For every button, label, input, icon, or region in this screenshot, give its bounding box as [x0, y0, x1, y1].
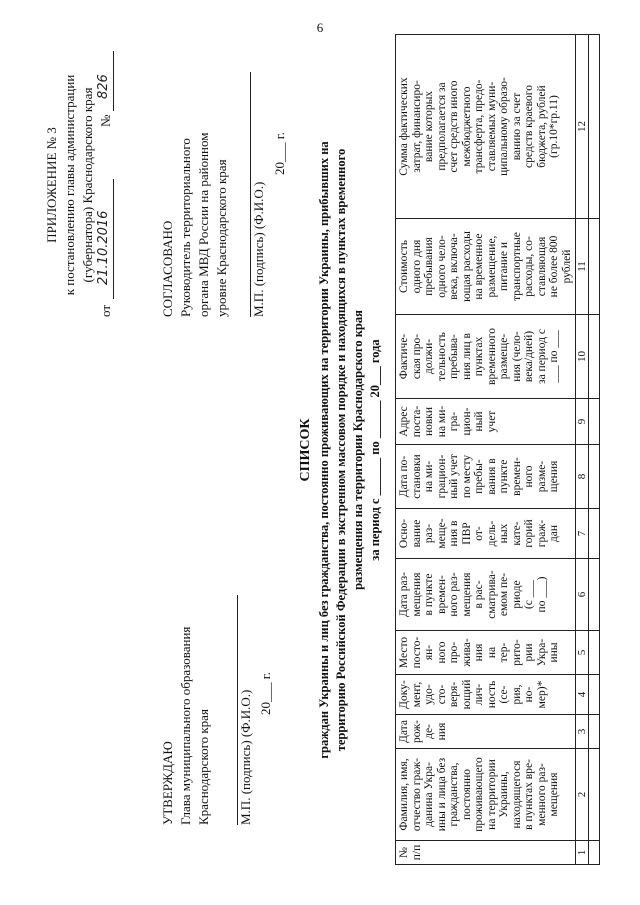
header-cell: Сумма фактических затрат, финансиро- вание которых предполагается за счет средств иного межбюджетного трансферта, предо- ставляемых муни- ципальному образо- ванию за счет средств краевого бюджета, рублей (гр.10*гр.11): [396, 35, 576, 219]
blank-cell: [589, 841, 600, 865]
appendix-line-1: к постановлению главы администрации: [62, 74, 77, 296]
list-line-3: размещения на территории Краснодарского края: [351, 310, 365, 590]
column-number-cell: 7: [576, 509, 589, 559]
list-line-4: за период с ______ по ______ 20___ года: [368, 339, 382, 561]
blank-cell: [589, 219, 600, 315]
header-cell: Дата по- становки на ми- грацион- ный учет по месту пребы- вания в пункте времен- ного разме- щения: [396, 445, 576, 509]
agreed-sign-line: М.П. (подпись) (Ф.И.О.): [251, 181, 266, 317]
agreed-line-1: Руководитель территориального: [178, 138, 193, 317]
agreed-title: СОГЛАСОВАНО: [160, 220, 175, 317]
header-cell: Место посто- ян- ного про- жива- ния на тер- рито- рии Укра- ины: [396, 631, 576, 675]
column-number-row: [576, 35, 589, 865]
header-cell: № п/п: [396, 841, 576, 865]
header-cell: Дата раз- мещения в пункте времен- ного раз- мещения в рас- сматрива- емом пе- риоде (с ___ по ___): [396, 559, 576, 631]
blank-cell: [589, 509, 600, 559]
header-cell: Доку- мент, удо- сто- веря- ющий лич- ность (се- рия, но- мер)*: [396, 675, 576, 715]
approved-line-2: Краснодарского края: [196, 709, 211, 825]
blank-cell: [589, 399, 600, 445]
approved-line-1: Глава муниципального образования: [178, 626, 193, 825]
appendix-number-line: [113, 51, 114, 111]
document-sheet: [40, 35, 600, 865]
appendix-from-label: от: [98, 304, 113, 317]
table-header-row: [396, 35, 576, 865]
appendix-date-handwritten: 21.10.2016: [96, 210, 111, 285]
header-cell: Стоимость одного дня пребывания одного чело- века, включа- ющая расходы на временное размещение, питание и транспортные расходы, со- ставляющая не более 800 рублей: [396, 219, 576, 315]
list-line-1: граждан Украины и лиц без гражданства, постоянно проживающих на территории Украины, прибывших на: [317, 141, 331, 759]
appendix-date-line: [113, 179, 114, 299]
blank-row: [589, 35, 600, 865]
column-number-cell: 12: [576, 35, 589, 219]
column-number-cell: 4: [576, 675, 589, 715]
page-number: 6: [316, 20, 324, 35]
approved-sign-line: М.П. (подпись) (Ф.И.О.): [238, 689, 253, 825]
approved-year-line: 20___ г.: [258, 672, 273, 715]
header-cell: Дата рож- де- ния: [396, 715, 576, 749]
header-cell: Осно- вание раз- меще- ния в ПВР от- дель- ных кате- горий граж- дан: [396, 509, 576, 559]
list-title: СПИСОК: [298, 418, 313, 482]
appendix-title: ПРИЛОЖЕНИЕ № 3: [44, 127, 59, 243]
column-number-cell: 9: [576, 399, 589, 445]
column-number-cell: 3: [576, 715, 589, 749]
column-number-cell: 10: [576, 315, 589, 399]
blank-cell: [589, 715, 600, 749]
agreed-year-line: 20___ г.: [272, 132, 287, 175]
blank-cell: [589, 445, 600, 509]
column-number-cell: 8: [576, 445, 589, 509]
blank-cell: [589, 35, 600, 219]
column-number-cell: 11: [576, 219, 589, 315]
blank-cell: [589, 749, 600, 841]
header-cell: Фамилия, имя, отчество граж- данина Укра- ины и лица без гражданства, постоянно проживающего на территории Украины, находящегося в пунктах вре- менного раз- мещения: [396, 749, 576, 841]
column-number-cell: 5: [576, 631, 589, 675]
blank-cell: [589, 631, 600, 675]
list-line-2: территорию Российской Федерации в экстренном массовом порядке и находящихся в пунктах временного: [334, 148, 348, 752]
blank-cell: [589, 675, 600, 715]
approved-title: УТВЕРЖДАЮ: [160, 741, 175, 825]
header-cell: Адрес поста- новки на ми- гра- цион- ный учет: [396, 399, 576, 445]
appendix-number-handwritten: 826: [96, 74, 111, 99]
blank-cell: [589, 559, 600, 631]
column-number-cell: 1: [576, 841, 589, 865]
column-number-cell: 2: [576, 749, 589, 841]
column-number-cell: 6: [576, 559, 589, 631]
appendix-line-2: (губернатора) Краснодарского края: [80, 87, 95, 283]
agreed-line-3: уровне Краснодарского края: [214, 159, 229, 317]
blank-cell: [589, 315, 600, 399]
header-cell: Фактиче- ская про- должи- тельность пребыва- ния лиц в пунктах временного размеще- ния (чело- века/дней) за период с ___ по ___: [396, 315, 576, 399]
appendix-number-label: №: [98, 114, 113, 127]
list-table: [395, 34, 600, 865]
agreed-line-2: органа МВД России на районном: [196, 132, 211, 317]
